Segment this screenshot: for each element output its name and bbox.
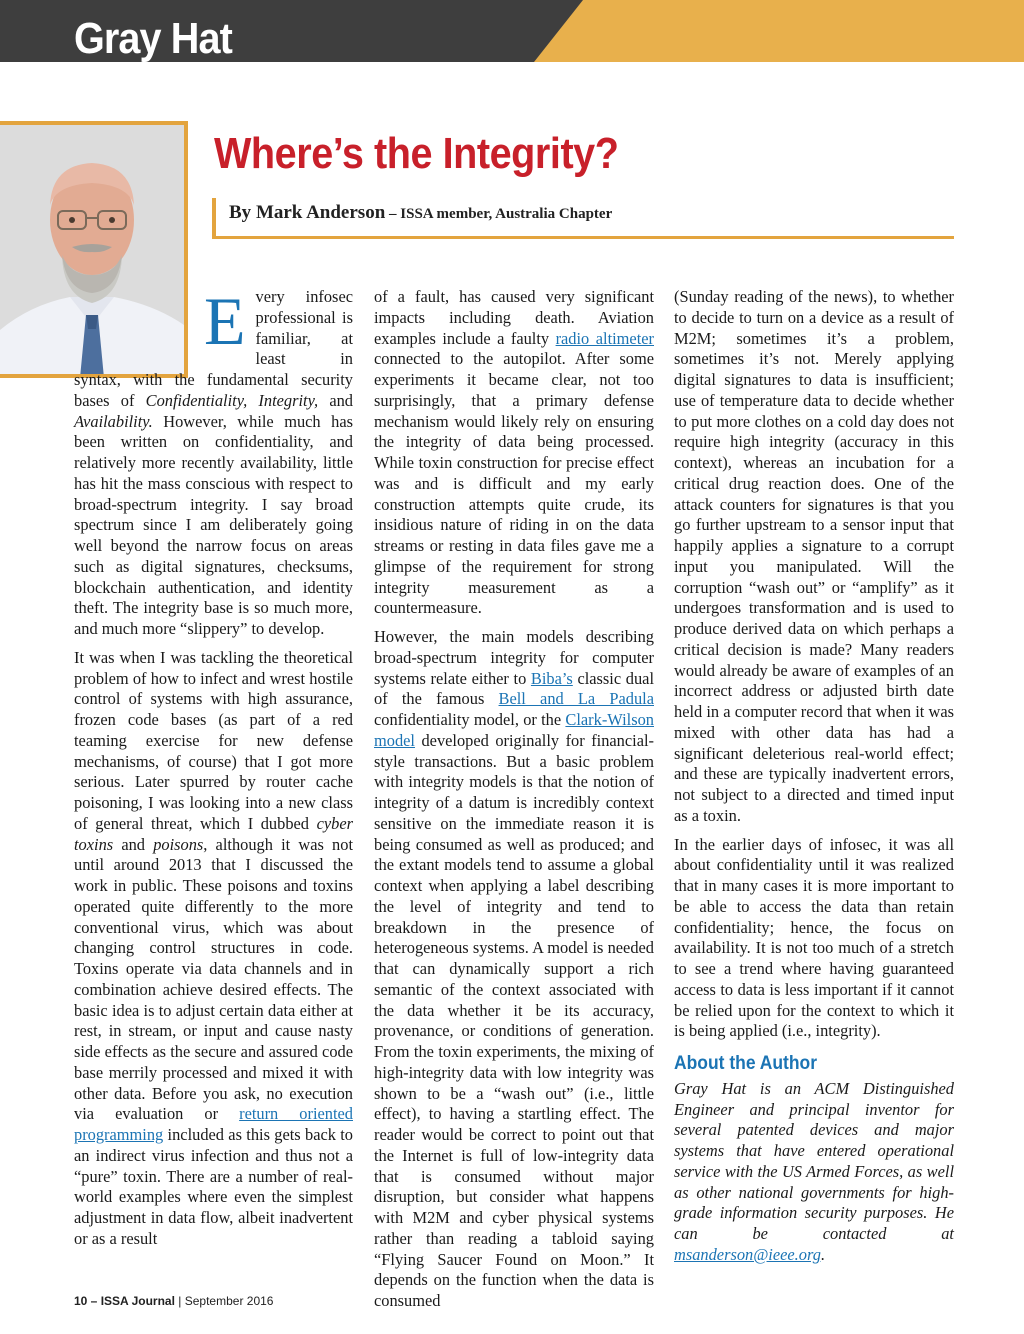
text-run: included as this gets back to an indirect virus infection and thus not a “pure” toxin. There are a number of real-world examples where even the simplest adjustment in data flow, albeit inadvertent or as a result xyxy=(74,1125,353,1248)
footer-page-journal: 10 – ISSA Journal xyxy=(74,1294,175,1308)
paragraph: (Sunday reading of the news), to whether to decide to turn on a device as a result of M2M; sometimes it’s a problem, sometimes it’s not. Merely applying digital signatures to data is insufficient; use of temperature data to decide whether to put more clothes on a cold day does not require high integrity (accuracy in this context), whereas an incubation for a critical drug reaction does. One of the attack counters for signatures is that you go further upstream to a sensor input that happily applies a signature to a corrupt input you manipulated. Will the corruption “wash out” or “amplify” as it undergoes transformation and is used to produce derived data on which perhaps a critical decision is made? Many readers would already be aware of examples of an incorrect address or adjusted birth date held in a computer record that when it was mixed with other data has had a significant deleterious real-world effect; and these are typically inadvertent errors, not subject to a directed and timed input as a toxin. xyxy=(674,287,954,825)
text-run: It was when I was tackling the theoretical problem of how to infect and wrest hostile control of systems with high assurance, frozen code bases (as part of a red teaming exercise for new defense mechanisms, of course) that I got more serious. Later spurred by router cache poisoning, I was looking into a new class of general threat, which I dubbed xyxy=(74,647,353,833)
radio-altimeter-link[interactable]: radio altimeter xyxy=(555,328,654,348)
paragraph xyxy=(74,283,353,640)
text-run: of a fault, has caused very significant impacts including death. Aviation examples include a faulty xyxy=(374,287,654,348)
author-email-link[interactable]: msanderson@ieee.org xyxy=(674,1244,821,1264)
text-run: and xyxy=(113,834,154,854)
text-run: . xyxy=(820,1244,826,1264)
text-run-italic: Confidentiality, Integrity, xyxy=(145,390,319,410)
byline xyxy=(229,200,612,227)
byline-prefix: By xyxy=(229,202,252,223)
bell-la-padula-link[interactable]: Bell and La Padula xyxy=(498,689,654,709)
about-author-heading: About the Author xyxy=(674,1053,818,1074)
paragraph xyxy=(374,627,654,1312)
column-3 xyxy=(674,287,954,1266)
column-1 xyxy=(74,283,353,1250)
text-run: and xyxy=(318,390,353,410)
byline-accent-bar xyxy=(212,198,216,238)
title-rule xyxy=(212,236,954,239)
about-author-text xyxy=(674,1079,954,1266)
drop-cap: E xyxy=(204,283,246,359)
byline-dash: – xyxy=(385,206,401,222)
clark-wilson-link[interactable]: Clark-Wilson model xyxy=(374,710,654,750)
paragraph xyxy=(374,287,654,619)
text-run-italic: Availability. xyxy=(74,411,153,431)
text-run-italic: poisons xyxy=(153,834,204,854)
text-run: connected to the autopilot. After some experiments it became clear, not too surprisingly, that a primary defense mechanism would likely rely on ensuring the integrity of data being processed. While toxin construction for precise effect was and is difficult and my early construction attempts quite crude, its insidious nature of riding in on the data streams or resting in data files gave me a glimpse of the requirement for strong integrity measurement as a countermeasure. xyxy=(374,349,654,618)
page-footer xyxy=(74,1294,273,1308)
biba-link[interactable]: Biba’s xyxy=(530,668,573,688)
footer-date: September 2016 xyxy=(184,1294,274,1308)
text-run: developed originally for financial-style transactions. But a basic problem with integrity models is that the notion of integrity of a datum is incredibly context sensitive on the immediate reason it is being consumed as well as produced; and the extant models tend to assume a global context when applying a label describing the level of integrity and tend to breakdown in the presence of heterogeneous systems. A model is needed that can dynamically support a rich semantic of the context associated with the data whether it be its accuracy, provenance, or conditions of generation. From the toxin experiments, the mixing of high-integrity data with low integrity was shown to be a “wash out” (i.e., little effect), to having a startling effect. The reader would be correct to point out that the Internet is full of low-integrity data that is consumed without major disruption, but consider what happens with M2M and cyber physical systems rather than reading a tabloid saying “Flying Saucer Found on Moon.” It depends on the function when the data is consumed xyxy=(374,730,654,1310)
text-run: confidentiality model, or the xyxy=(374,710,566,729)
footer-separator: | xyxy=(174,1294,185,1308)
paragraph xyxy=(74,648,353,1250)
text-run: However, while much has been written on confidentiality, and relatively more recently availability, little has hit the mass conscious with respect to broad-spectrum integrity. I say broad spectrum since I am deliberately going well beyond the narrow focus on areas such as digital signatures, checksums, blockchain authentication, and identity theft. The integrity base is so much more, and much more “slippery” to develop. xyxy=(74,411,353,638)
byline-author: Mark Anderson xyxy=(255,202,386,223)
text-run-italic: cyber toxins xyxy=(74,813,353,854)
text-run: very infosec professional is familiar, at least in syntax, with the fundamental security bases of xyxy=(74,287,353,410)
return-oriented-programming-link[interactable]: return oriented programming xyxy=(74,1104,353,1144)
column-2 xyxy=(374,287,654,1312)
section-title: Gray Hat xyxy=(74,14,232,63)
article-title: Where’s the Integrity? xyxy=(214,129,619,178)
text-run: , although it was not until around 2013 that I discussed the work in public. These poisons and toxins operated quite differently to the more conventional virus, which was about changing control structures in code. Toxins operate via data channels and in combination achieve desired effects. The basic idea is to adjust certain data either at rest, in stream, or input and cause nasty side effects as the secure and assured code base merrily processed and mixed it with other data. Before you ask, no execution via evaluation or xyxy=(74,834,353,1124)
text-run: However, the main models describing broad-spectrum integrity for computer systems relate either to xyxy=(374,627,654,688)
text-run: classic dual of the famous xyxy=(374,668,654,709)
text-run: Gray Hat is an ACM Distinguished Engineer and principal inventor for several patented devices and major systems that have entered operational service with the US Armed Forces, as well as other national governments for high-grade information security purposes. He can be contacted at xyxy=(674,1078,954,1243)
byline-affiliation: ISSA member, Australia Chapter xyxy=(400,206,613,222)
paragraph: In the earlier days of infosec, it was all about confidentiality until it was realized that in many cases it is more important to be able to access the data than retain confidentiality; hence, the focus on availability. It is not too much of a stretch to see a trend where having guaranteed access to data is less important if it cannot be relied upon for the context to which it is being applied (i.e., integrity). xyxy=(674,834,954,1041)
